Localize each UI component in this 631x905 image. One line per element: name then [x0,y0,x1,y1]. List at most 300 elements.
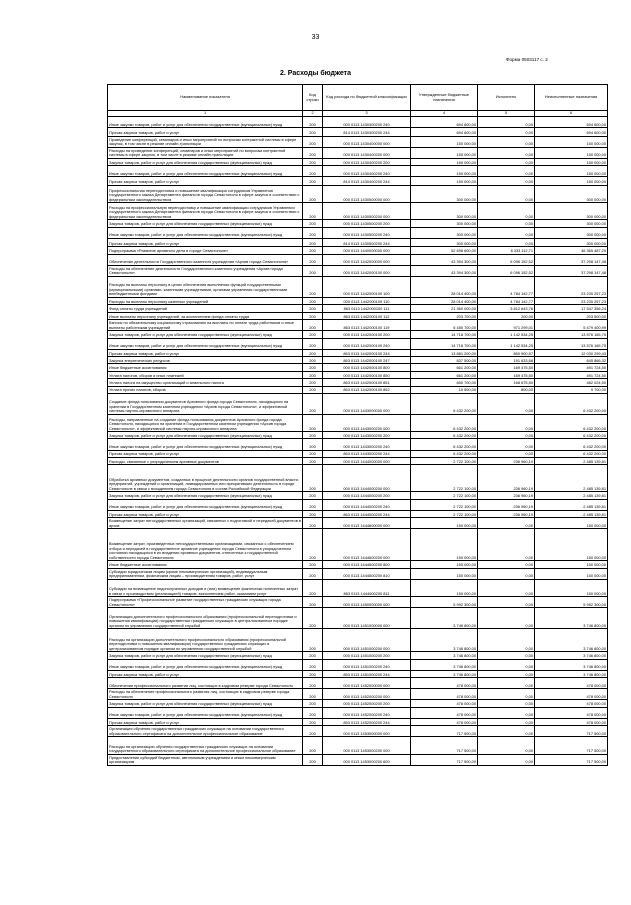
row-budget-classification-code: 000 0113 1442000100 110 [323,297,411,304]
header-unexecuted-appropriations: Неисполненные назначения [535,85,608,111]
row-indicator-name: Расходы на профессиональную переподготовку и повышение квалификации сотрудников Управления государственного заказа Департамента финансов города Севастополя в сфере закупок в соответствии с федеральным законодательством [108,203,303,220]
row-executed-amount: 236 960,19 [478,510,535,517]
row-indicator-name: Иные закупки товаров, работ и услуг для обеспечения государственных (муниципальных) нужд [108,707,303,718]
row-indicator-name: Закупка энергетических ресурсов [108,357,303,364]
row-indicator-name: Иные закупки товаров, работ и услуг для обеспечения государственных (муниципальных) нужд [108,117,303,128]
row-approved-amount: 2 722 100,00 [411,465,478,492]
row-executed-amount: 0,00 [478,158,535,165]
row-budget-classification-code: 000 0113 1430400200 000 [323,147,411,158]
row-approved-amount: 661 200,00 [411,371,478,378]
row-line-code: 200 [303,561,323,568]
row-approved-amount: 10 500,00 [411,386,478,393]
table-row [108,518,608,529]
row-approved-amount: 300 000,00 [411,227,478,238]
row-budget-classification-code: 000 0113 1444600200 800 [323,561,411,568]
row-approved-amount: 2 722 100,00 [411,457,478,464]
row-line-code: 200 [303,510,323,517]
row-line-code: 200 [303,529,323,561]
row-unexecuted-amount: 6 432 200,00 [535,414,608,431]
section-title: 2. Расходы бюджета [280,70,351,77]
row-budget-classification-code: 000 0113 1452000200 200 [323,700,411,707]
row-approved-amount: 694 600,00 [411,117,478,128]
table-row [108,305,608,312]
row-line-code: 200 [303,220,323,227]
row-unexecuted-amount: 17 547 356,24 [535,305,608,312]
table-row [108,379,608,386]
row-indicator-name: Прочая закупка товаров, работ и услуг [108,128,303,137]
row-line-code: 200 [303,158,323,165]
row-approved-amount: 3 746 800,00 [411,629,478,652]
row-indicator-name: Расходы на выплаты персоналу в целях обеспечения выполнения функций государственными (муниципальными) органами, казенными учреждениями, органами управления государственными внебюджетными фондами [108,276,303,297]
column-number: 6 [535,111,608,117]
row-executed-amount: 0,00 [478,670,535,677]
table-row [108,312,608,319]
row-line-code: 200 [303,689,323,700]
row-budget-classification-code: 000 0113 1430300200 240 [323,117,411,128]
row-unexecuted-amount: 150 000,00 [535,568,608,579]
row-indicator-name: Уплата прочих налогов, сборов [108,386,303,393]
table-row [108,238,608,247]
table-row [108,136,608,147]
row-unexecuted-amount: 2 485 139,81 [535,457,608,464]
row-budget-classification-code: 000 0113 1443000200 000 [323,414,411,431]
table-header-row [108,85,608,111]
row-indicator-name: Расходы, связанные с упорядочением архивных документов [108,457,303,464]
table-row [108,247,608,254]
table-row [108,718,608,725]
row-indicator-name: Организация обучения государственных гражданских служащих на основании государственного образовательного сертификата на дополнительное профессиональное образование [108,726,303,737]
row-approved-amount: 21 360 000,00 [411,305,478,312]
table-row [108,510,608,517]
row-indicator-name: Иные выплаты персоналу учреждений, за исключением фонда оплаты труда [108,312,303,319]
row-executed-amount: 6 096 152,52 [478,265,535,276]
row-unexecuted-amount: 300 000,00 [535,227,608,238]
row-executed-amount: 971 299,01 [478,320,535,331]
row-line-code: 200 [303,707,323,718]
table-row [108,689,608,700]
row-indicator-name: Расходы на выплаты персоналу казенных учреждений [108,297,303,304]
table-row [108,432,608,439]
row-approved-amount: 150 000,00 [411,158,478,165]
row-approved-amount: 28 014 400,00 [411,297,478,304]
page-number: 33 [311,34,320,41]
row-approved-amount: 661 200,00 [411,364,478,371]
row-indicator-name: Иные закупки товаров, работ и услуг для обеспечения государственных (муниципальных) нужд [108,227,303,238]
table-row [108,254,608,265]
row-unexecuted-amount: 13 576 165,75 [535,338,608,349]
row-executed-amount: 0,00 [478,659,535,670]
row-unexecuted-amount: 9 700,00 [535,386,608,393]
table-row [108,357,608,364]
table-row [108,414,608,431]
column-number: 4 [411,111,478,117]
row-unexecuted-amount: 478 000,00 [535,700,608,707]
row-line-code: 200 [303,737,323,754]
row-executed-amount: 169 475,50 [478,364,535,371]
row-indicator-name: Расходы на обеспечение профессионального развития лиц, состоящих в кадровом резерве города Севастополя [108,689,303,700]
row-executed-amount: 169 475,50 [478,371,535,378]
row-unexecuted-amount: 150 000,00 [535,147,608,158]
row-line-code: 200 [303,276,323,297]
row-budget-classification-code: 000 0113 1444000200 000 [323,465,411,492]
row-approved-amount: 3 746 800,00 [411,670,478,677]
table-row [108,297,608,304]
row-approved-amount: 150 000,00 [411,518,478,529]
row-unexecuted-amount: 482 024,50 [535,379,608,386]
table-row [108,220,608,227]
row-indicator-name: Прочая закупка товаров, работ и услуг [108,718,303,725]
row-line-code: 200 [303,379,323,386]
row-executed-amount: 0,00 [478,227,535,238]
row-budget-classification-code: 000 0113 1444000200 240 [323,499,411,510]
row-unexecuted-amount: 2 485 139,81 [535,492,608,499]
row-indicator-name: Закупка товаров, работ и услуг для обеспечения государственных (муниципальных) нужд [108,220,303,227]
row-line-code: 200 [303,629,323,652]
row-line-code: 200 [303,726,323,737]
row-executed-amount: 0,00 [478,238,535,247]
row-unexecuted-amount: 150 000,00 [535,136,608,147]
row-line-code: 200 [303,568,323,579]
row-line-code: 200 [303,238,323,247]
row-unexecuted-amount: 478 000,00 [535,689,608,700]
row-approved-amount: 478 000,00 [411,718,478,725]
row-approved-amount: 28 014 400,00 [411,276,478,297]
row-unexecuted-amount: 6 432 200,00 [535,439,608,450]
row-executed-amount: 0,00 [478,147,535,158]
row-unexecuted-amount: 3 746 800,00 [535,629,608,652]
row-unexecuted-amount: 717 500,00 [535,726,608,737]
row-line-code: 200 [303,718,323,725]
row-indicator-name: Уплата налогов, сборов и иных платежей [108,371,303,378]
row-line-code: 200 [303,754,323,765]
table-row [108,128,608,137]
row-indicator-name: Фонд оплаты труда учреждений [108,305,303,312]
row-line-code: 200 [303,166,323,177]
row-unexecuted-amount: 5 992 300,00 [535,597,608,608]
row-budget-classification-code: 000 0113 1451000200 000 [323,629,411,652]
row-approved-amount: 300 000,00 [411,185,478,202]
row-line-code: 200 [303,386,323,393]
row-executed-amount: 1 142 534,25 [478,331,535,338]
row-budget-classification-code: 000 0113 1443000200 200 [323,432,411,439]
row-approved-amount: 2 722 100,00 [411,499,478,510]
row-unexecuted-amount: 46 365 487,29 [535,247,608,254]
row-line-code: 200 [303,450,323,457]
row-budget-classification-code: 000 0113 1442000100 240 [323,338,411,349]
row-budget-classification-code: 863 0113 1442000100 112 [323,312,411,319]
row-unexecuted-amount: 150 000,00 [535,177,608,186]
row-indicator-name: Закупка товаров, работ и услуг для обеспечения государственных (муниципальных) нужд [108,652,303,659]
row-executed-amount: 236 960,19 [478,492,535,499]
row-executed-amount: 0,00 [478,629,535,652]
row-approved-amount: 717 500,00 [411,737,478,754]
row-indicator-name: Проведение конференций, семинаров и иных мероприятий по вопросам контрактной системы в сфере закупок, в том числе в режиме онлайн-трансляции [108,136,303,147]
row-budget-classification-code: 863 0113 1442000100 111 [323,305,411,312]
row-unexecuted-amount: 300 000,00 [535,238,608,247]
row-indicator-name: Иные закупки товаров, работ и услуг для обеспечения государственных (муниципальных) нужд [108,499,303,510]
row-line-code: 200 [303,518,323,529]
row-approved-amount: 150 000,00 [411,147,478,158]
table-row [108,177,608,186]
row-executed-amount: 0,00 [478,177,535,186]
row-indicator-name: Уплата налога на имущество организаций и земельного налога [108,379,303,386]
row-budget-classification-code: 000 0113 1430500000 000 [323,185,411,202]
row-executed-amount: 0,00 [478,414,535,431]
row-executed-amount: 0,00 [478,432,535,439]
row-unexecuted-amount: 5 479 400,99 [535,320,608,331]
row-line-code: 200 [303,499,323,510]
row-approved-amount: 6 432 200,00 [411,432,478,439]
row-unexecuted-amount: 150 000,00 [535,158,608,165]
row-unexecuted-amount: 13 576 165,75 [535,331,608,338]
row-line-code: 200 [303,678,323,689]
row-executed-amount: 4 784 142,77 [478,276,535,297]
row-budget-classification-code: 853 0113 1452000200 244 [323,718,411,725]
row-executed-amount: 0,00 [478,700,535,707]
row-approved-amount: 150 000,00 [411,177,478,186]
row-indicator-name: Подпрограмма «Развитие архивного дела в городе Севастополе» [108,247,303,254]
row-budget-classification-code: 000 0113 1430400200 240 [323,166,411,177]
row-approved-amount: 300 000,00 [411,238,478,247]
row-line-code: 200 [303,227,323,238]
table-row [108,386,608,393]
row-budget-classification-code: 000 0113 1442000100 100 [323,276,411,297]
row-unexecuted-amount: 2 485 139,81 [535,465,608,492]
row-approved-amount: 694 600,00 [411,128,478,137]
row-executed-amount: 0,00 [478,689,535,700]
table-row [108,659,608,670]
row-budget-classification-code: 000 0113 1430500200 200 [323,220,411,227]
row-budget-classification-code: 000 0113 1453000000 000 [323,726,411,737]
row-budget-classification-code: 863 0113 1442000100 247 [323,357,411,364]
row-unexecuted-amount: 2 485 139,81 [535,499,608,510]
row-line-code: 200 [303,177,323,186]
row-indicator-name: Прочая закупка товаров, работ и услуг [108,510,303,517]
row-line-code: 200 [303,312,323,319]
row-indicator-name: Закупка товаров, работ и услуг для обеспечения государственных (муниципальных) нужд [108,700,303,707]
table-row [108,439,608,450]
row-executed-amount: 4 784 142,77 [478,297,535,304]
row-executed-amount: 0,00 [478,128,535,137]
table-row [108,338,608,349]
row-approved-amount: 14 718 700,00 [411,331,478,338]
table-row [108,364,608,371]
row-indicator-name: Закупка товаров, работ и услуг для обеспечения государственных (муниципальных) нужд [108,158,303,165]
row-executed-amount: 0,00 [478,568,535,579]
row-executed-amount: 6 333 112,71 [478,247,535,254]
row-indicator-name: Иные бюджетные ассигнования [108,561,303,568]
row-indicator-name: Иные закупки товаров, работ и услуг для обеспечения государственных (муниципальных) нужд [108,439,303,450]
row-budget-classification-code: 863 0113 1442000100 119 [323,320,411,331]
row-approved-amount: 837 500,00 [411,357,478,364]
row-executed-amount: 1 142 534,25 [478,338,535,349]
row-indicator-name: Прочая закупка товаров, работ и услуг [108,238,303,247]
row-unexecuted-amount: 3 746 800,00 [535,670,608,677]
row-executed-amount: 0,00 [478,117,535,128]
row-approved-amount: 6 432 200,00 [411,414,478,431]
row-budget-classification-code: 863 0113 1443000200 244 [323,450,411,457]
table-row [108,320,608,331]
row-executed-amount: 0,00 [478,529,535,561]
row-unexecuted-amount: 645 866,32 [535,357,608,364]
row-unexecuted-amount: 478 000,00 [535,678,608,689]
row-approved-amount: 478 000,00 [411,707,478,718]
row-approved-amount: 13 881 200,00 [411,349,478,356]
row-budget-classification-code: 000 0113 1442000100 000 [323,265,411,276]
row-unexecuted-amount: 478 000,00 [535,707,608,718]
row-budget-classification-code: 000 0113 1450000000 000 [323,597,411,608]
table-row [108,331,608,338]
table-row [108,700,608,707]
row-executed-amount: 236 960,19 [478,465,535,492]
row-line-code: 200 [303,320,323,331]
table-row [108,499,608,510]
row-budget-classification-code: 000 0113 1430500200 000 [323,203,411,220]
row-budget-classification-code: 814 0113 1430300200 244 [323,128,411,137]
row-indicator-name: Прочая закупка товаров, работ и услуг [108,670,303,677]
row-executed-amount: 0,00 [478,393,535,414]
row-unexecuted-amount: 150 000,00 [535,561,608,568]
row-approved-amount: 2 722 100,00 [411,510,478,517]
row-indicator-name: Закупка товаров, работ и услуг для обеспечения государственных (муниципальных) нужд [108,331,303,338]
row-executed-amount: 0,00 [478,597,535,608]
row-indicator-name: Предоставление субсидий бюджетным, автономным учреждениям и иным некоммерческим организациям [108,754,303,765]
row-executed-amount: 850 900,57 [478,349,535,356]
row-executed-amount: 236 960,19 [478,457,535,464]
row-unexecuted-amount: 6 432 200,00 [535,393,608,414]
row-approved-amount: 43 394 300,00 [411,265,478,276]
row-unexecuted-amount: 694 600,00 [535,117,608,128]
row-indicator-name: Закупка товаров, работ и услуг для обеспечения государственных (муниципальных) нужд [108,432,303,439]
row-indicator-name: Создание фонда пользования документов Архивного фонда города Севастополя, находящихся на хранении в Государственном казенном учреждении «Архив города Севастополя», и эффективной системы научно-справочного аппарата [108,393,303,414]
row-line-code: 200 [303,492,323,499]
row-executed-amount: 200,00 [478,312,535,319]
row-approved-amount: 52 698 600,00 [411,247,478,254]
row-line-code: 200 [303,117,323,128]
table-row [108,754,608,765]
row-budget-classification-code: 000 0113 1430400200 200 [323,158,411,165]
row-unexecuted-amount: 150 000,00 [535,579,608,596]
table-body [108,117,608,766]
table-row [108,568,608,579]
row-line-code: 200 [303,136,323,147]
table-row [108,579,608,596]
row-line-code: 200 [303,414,323,431]
row-line-code: 200 [303,700,323,707]
row-executed-amount: 0,00 [478,707,535,718]
row-budget-classification-code: 000 0113 1444600200 810 [323,568,411,579]
row-approved-amount: 6 432 200,00 [411,439,478,450]
row-budget-classification-code: 000 0113 1452000200 000 [323,689,411,700]
row-indicator-name: Возмещение затрат негосударственных организаций, связанных с подготовкой и передачей документов в архив [109,518,301,528]
row-line-code: 200 [303,357,323,364]
row-approved-amount: 5 992 300,00 [411,597,478,608]
row-unexecuted-amount: 3 746 800,00 [535,659,608,670]
row-approved-amount: 6 432 200,00 [411,393,478,414]
row-line-code: 200 [303,185,323,202]
table-row [108,227,608,238]
table-row [108,737,608,754]
row-unexecuted-amount: 3 746 800,00 [535,608,608,629]
column-number: 3 [323,111,411,117]
row-approved-amount: 717 500,00 [411,754,478,765]
row-approved-amount: 150 000,00 [411,561,478,568]
row-unexecuted-amount: 6 432 200,00 [535,450,608,457]
row-line-code: 200 [303,465,323,492]
row-unexecuted-amount: 491 724,50 [535,364,608,371]
row-line-code: 200 [303,265,323,276]
row-unexecuted-amount: 150 000,00 [535,529,608,561]
table-row [108,597,608,608]
row-line-code: 200 [303,147,323,158]
row-indicator-name: Расходы на обеспечение деятельности Государственного казенного учреждения «Архив города Севастополя» [108,265,303,276]
row-line-code: 200 [303,371,323,378]
row-approved-amount: 203 700,00 [411,312,478,319]
row-budget-classification-code: 000 0113 1451000200 200 [323,652,411,659]
row-line-code: 200 [303,297,323,304]
row-unexecuted-amount: 37 298 147,48 [535,265,608,276]
row-budget-classification-code: 000 0113 1444000200 200 [323,492,411,499]
header-line-code: Код строки [303,85,323,111]
row-indicator-name: Расходы на организацию обучения государственных гражданских служащих на основании государственного образовательного сертификата на дополнительное профессиональное образование [108,737,303,754]
table-row [108,166,608,177]
row-line-code: 200 [303,608,323,629]
form-id: Форма 0503117 с. 2 [506,57,548,62]
row-budget-classification-code: 000 0113 1452000200 240 [323,707,411,718]
row-line-code: 200 [303,393,323,414]
row-indicator-name: Прочая закупка товаров, работ и услуг [108,450,303,457]
row-budget-classification-code: 853 0113 1451000200 244 [323,670,411,677]
row-budget-classification-code: 814 0113 1430400200 244 [323,177,411,186]
row-executed-amount: 0,00 [478,518,535,529]
row-unexecuted-amount: 491 724,50 [535,371,608,378]
table-row [108,349,608,356]
row-executed-amount: 0,00 [478,718,535,725]
row-unexecuted-amount: 2 485 139,81 [535,510,608,517]
table-row [108,707,608,718]
row-budget-classification-code: 000 0113 1442000000 000 [323,254,411,265]
row-approved-amount: 300 000,00 [411,203,478,220]
row-approved-amount: 14 718 700,00 [411,338,478,349]
row-approved-amount: 3 746 800,00 [411,659,478,670]
table-row [108,678,608,689]
row-line-code: 200 [303,659,323,670]
row-approved-amount: 6 432 200,00 [411,450,478,457]
row-line-code: 200 [303,247,323,254]
row-executed-amount: 0,00 [478,652,535,659]
row-executed-amount: 191 633,68 [478,357,535,364]
row-line-code: 200 [303,432,323,439]
row-approved-amount: 717 500,00 [411,726,478,737]
row-unexecuted-amount: 717 500,00 [535,737,608,754]
row-line-code: 200 [303,305,323,312]
row-indicator-name: Закупка товаров, работ и услуг для обеспечения государственных (муниципальных) нужд [108,492,303,499]
row-budget-classification-code: 000 0113 1443000200 240 [323,439,411,450]
row-executed-amount: 0,00 [478,726,535,737]
row-budget-classification-code: 000 0113 1453000200 600 [323,754,411,765]
row-line-code: 200 [303,457,323,464]
table-row [108,203,608,220]
row-indicator-name: Возмещение затрат, произведенных негосударственными организациями, связанных с обеспечением отбора и передачей в государственное архивное учреждение города Севастополя в упорядоченном состоянии находящихся в их владении архивных документов, отнесенных к государственной собственности города Севастополя [108,529,303,561]
row-budget-classification-code: 000 0113 1430500200 240 [323,227,411,238]
table-row [108,393,608,414]
table-row [108,457,608,464]
row-unexecuted-amount: 12 030 299,43 [535,349,608,356]
table-row [108,450,608,457]
row-budget-classification-code: 000 0113 1444600200 000 [323,529,411,561]
row-budget-classification-code: 000 0113 1451000200 240 [323,659,411,670]
row-line-code: 200 [303,439,323,450]
